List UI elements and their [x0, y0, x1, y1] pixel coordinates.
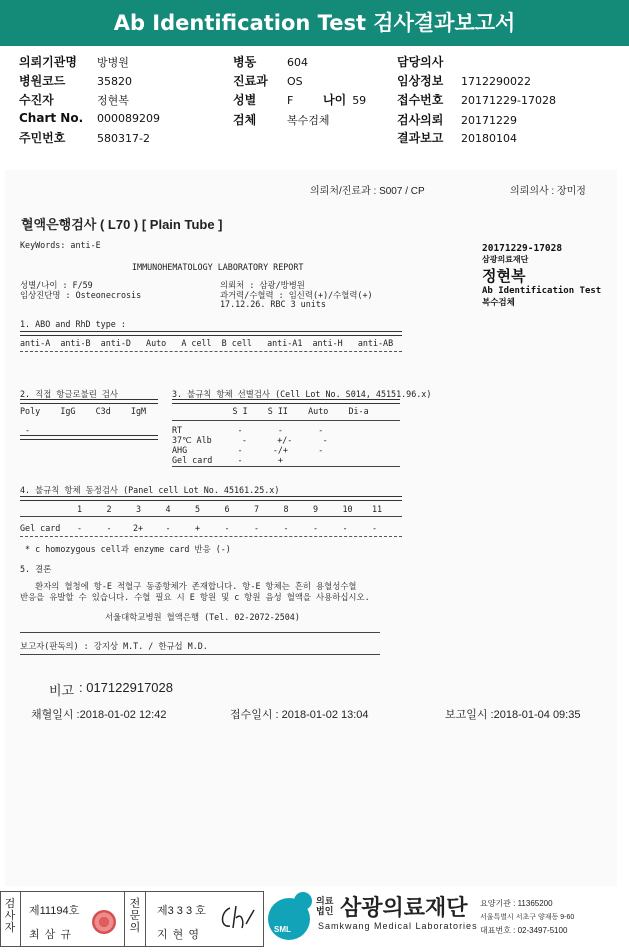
institution-code: 요양기관 : 11365200: [480, 899, 553, 908]
tester-license: 제11194호: [29, 905, 80, 917]
screen-row: 37℃ Alb - +/- -: [172, 435, 328, 445]
divider: [20, 435, 158, 440]
label-patient-name: 정현복: [482, 268, 526, 285]
label-number: 20171229-17028: [482, 243, 563, 254]
sml-logo-dot: [294, 892, 312, 910]
diagnosis: 임상진단명 : Osteonecrosis: [20, 290, 142, 300]
dat-columns: Poly IgG C3d IgM: [20, 406, 147, 416]
header-field: [19, 72, 132, 89]
header-field: [397, 72, 531, 89]
age-label: 나이: [323, 93, 347, 107]
divider: [20, 399, 158, 404]
divider: [20, 331, 402, 336]
panel-cell-number: 8: [283, 504, 289, 514]
screen-section-title: 3. 불규칙 항체 선별검사 (Cell Lot No. S014, 45151.96.x): [172, 389, 432, 399]
header-field: [19, 129, 150, 146]
header-field-value: 35820: [97, 75, 132, 88]
header-field: [397, 129, 517, 146]
tester-name: 최 삼 규: [29, 929, 72, 941]
header-field: [233, 111, 330, 128]
footer: [0, 888, 629, 952]
patient-info-header: [0, 53, 629, 151]
header-field-label: 성별: [233, 93, 257, 107]
screen-row: AHG - -/+ -: [172, 445, 324, 455]
lab-report-title: IMMUNOHEMATOLOGY LABORATORY REPORT: [132, 262, 304, 272]
referring-org: 의뢰처 : 삼광/방병원: [220, 280, 305, 290]
panel-result: -: [165, 523, 171, 533]
divider: [20, 654, 380, 655]
address: 서울특별시 서초구 양재동 9-60: [480, 914, 575, 921]
header-field-value: 20171229: [461, 114, 517, 127]
org-prefix: 의료 법인: [316, 896, 334, 916]
abo-section-title: 1. ABO and RhD type :: [20, 319, 126, 329]
conclusion-line-1: 환자의 혈청에 항-E 적혈구 동종항체가 존재합니다. 항-E 항체는 흔히 용혈성수혈: [20, 581, 357, 591]
divider: [172, 466, 400, 467]
header-field: [233, 72, 303, 89]
header-field-label: 결과보고: [397, 131, 444, 145]
header-field-value: F: [287, 94, 294, 107]
header-field-value: 604: [287, 56, 308, 69]
header-field-label: 검체: [233, 113, 257, 127]
abo-columns: anti-A anti-B anti-D Auto A cell B cell anti-A1 anti-H anti-AB: [20, 338, 394, 348]
panel-cell-number: 1: [77, 504, 83, 514]
conclusion-title: 5. 결론: [20, 564, 52, 574]
header-field: [233, 53, 308, 70]
panel-result: -: [224, 523, 230, 533]
age-value: 59: [352, 94, 367, 107]
panel-cell-number: 9: [313, 504, 319, 514]
dat-value: -: [20, 425, 31, 435]
transfusion-note: 17.12.26. RBC 3 units: [220, 299, 326, 309]
signature-icon: [218, 902, 258, 932]
report-title-banner: Ab Identification Test 검사결과보고서: [0, 0, 629, 46]
divider: [20, 632, 380, 633]
label-org: 삼광의료재단: [482, 255, 529, 264]
divider: [20, 496, 402, 501]
header-field-label: 병동: [233, 55, 257, 69]
label-test-name: Ab Identification Test: [482, 286, 602, 296]
panel-cell-number: 7: [254, 504, 260, 514]
note-value: : 017122917028: [79, 680, 173, 695]
header-field: [233, 91, 293, 108]
header-field-value: 1712290022: [461, 75, 531, 88]
note-label: 비고: [49, 683, 75, 698]
panel-result: -: [313, 523, 319, 533]
panel-result: -: [254, 523, 260, 533]
header-field-value: OS: [287, 75, 303, 88]
dat-section-title: 2. 직접 항글로불린 검사: [20, 389, 119, 399]
panel-result: -: [283, 523, 289, 533]
header-field-value: 580317-2: [97, 132, 150, 145]
keywords: KeyWords: anti-E: [20, 240, 101, 250]
panel-result: -: [77, 523, 83, 533]
panel-result: -: [372, 523, 378, 533]
header-field: [19, 111, 160, 125]
tester-tag: 검사자: [4, 897, 16, 934]
header-field-label: 수진자: [19, 93, 54, 107]
label-specimen: 복수검체: [482, 298, 515, 308]
panel-result: +: [195, 523, 201, 533]
gel-card-label: Gel card: [20, 523, 61, 533]
divider: [20, 516, 402, 517]
panel-cell-number: 5: [195, 504, 201, 514]
divider: [20, 351, 402, 352]
screen-row: RT - - -: [172, 425, 324, 435]
header-field-label: Chart No.: [19, 111, 84, 125]
panel-cell-number: 2: [106, 504, 112, 514]
header-field-label: 의뢰기관명: [19, 55, 77, 69]
ordering-doctor: 의뢰의사 : 장미정: [510, 186, 586, 197]
header-field: [19, 91, 129, 108]
panel-cell-number: 4: [165, 504, 171, 514]
org-english: Samkwang Medical Laboratories: [318, 921, 478, 931]
referrer: 의뢰처/진료과 : S007 / CP: [310, 186, 425, 197]
panel-cell-number: 11: [372, 504, 383, 514]
header-field-value: 복수검체: [287, 114, 330, 127]
header-field: [397, 91, 556, 108]
header-field-label: 임상정보: [397, 74, 444, 88]
phone: 대표번호 : 02-3497-5100: [480, 926, 568, 935]
panel-result: -: [106, 523, 112, 533]
specialist-tag: 전문의: [129, 897, 141, 934]
header-field-label: 담당의사: [397, 55, 444, 69]
section-heading: 혈액은행검사 ( L70 ) [ Plain Tube ]: [21, 217, 223, 232]
header-field: [19, 53, 129, 70]
blood-bank-contact: 서울대학교병원 혈액은행 (Tel. 02-2072-2504): [105, 612, 300, 622]
draw-time: 채혈일시 :2018-01-02 12:42: [31, 709, 167, 721]
org-name: 삼광의료재단: [340, 895, 468, 920]
header-field: [397, 53, 461, 70]
screen-columns: S I S II Auto Di-a: [172, 406, 369, 416]
header-field-value: 방병원: [97, 56, 129, 69]
header-field: [397, 111, 517, 128]
report-time: 보고일시 :2018-01-04 09:35: [445, 709, 581, 721]
header-field-label: 접수번호: [397, 93, 444, 107]
divider: [172, 420, 400, 421]
history: 과거력/수혈력 : 임신력(+)/수혈력(+): [220, 290, 373, 300]
sex-age: 성별/나이 : F/59: [20, 280, 93, 290]
panel-note: * c homozygous cell과 enzyme card 반응 (-): [20, 544, 231, 554]
tester-seal-icon: [92, 910, 116, 934]
panel-section-title: 4. 불규칙 항체 동정검사 (Panel cell Lot No. 45161.25.x): [20, 485, 280, 495]
specimen-label: [482, 243, 601, 308]
header-field-label: 진료과: [233, 74, 268, 88]
panel-cell-number: 3: [136, 504, 142, 514]
panel-cell-number: 10: [342, 504, 353, 514]
divider: [172, 399, 400, 404]
header-field-value: 20180104: [461, 132, 517, 145]
reporter: 보고자(판독의) : 강지상 M.T. / 한규섭 M.D.: [20, 641, 208, 651]
header-field-label: 병원코드: [19, 74, 66, 88]
receive-time: 접수일시 : 2018-01-02 13:04: [230, 709, 369, 721]
screen-row: Gel card - +: [172, 455, 283, 465]
panel-result: 2+: [133, 523, 144, 533]
header-field-value: 정현복: [97, 94, 129, 107]
header-field-value: 20171229-17028: [461, 94, 556, 107]
header-field-label: 주민번호: [19, 131, 66, 145]
header-field-value: 000089209: [97, 112, 160, 125]
panel-result: -: [342, 523, 348, 533]
header-field-label: 검사의뢰: [397, 113, 444, 127]
specialist-license: 제3 3 3 호: [157, 905, 206, 917]
specialist-name: 지 현 영: [157, 929, 200, 941]
age-field: [323, 91, 366, 108]
divider: [20, 536, 402, 537]
sml-logo-text: SML: [274, 925, 291, 934]
conclusion-line-2: 반응을 유발할 수 있습니다. 수혈 필요 시 E 항원 및 c 항원 음성 혈액을 사용하십시오.: [20, 592, 370, 602]
panel-cell-number: 6: [224, 504, 230, 514]
